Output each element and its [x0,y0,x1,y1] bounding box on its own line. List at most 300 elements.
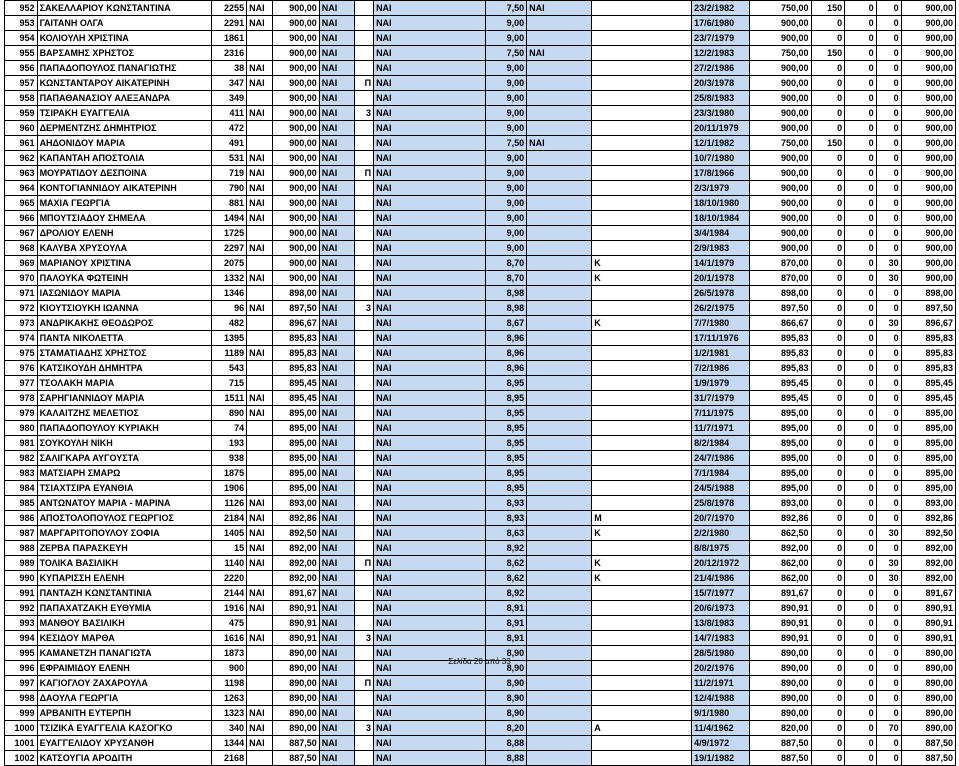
cell-full-name: ΣΤΑΜΑΤΙΑΔΗΣ ΧΡΗΣΤΟΣ [37,346,212,361]
table-row [5,106,956,121]
table-row [5,361,956,376]
cell-flag-nai: ΝΑΙ [247,16,273,31]
cell-flag-nai-3: ΝΑΙ [374,631,486,646]
cell-flag-nai-3: ΝΑΙ [374,406,486,421]
cell-bonus-a: 0 [811,496,845,511]
cell-flag-nai [247,691,273,706]
cell-bonus-b: 0 [845,616,876,631]
table-row [5,1,956,16]
cell-category-mark: Π [354,556,374,571]
cell-letter-code: Κ [592,526,692,541]
cell-score-total: 900,00 [273,196,320,211]
cell-bonus-c: 0 [876,586,901,601]
cell-score-total: 890,00 [273,661,320,676]
cell-flag-nai-3: ΝΑΙ [374,466,486,481]
cell-registry-number: 349 [212,91,247,106]
cell-flag-nai [247,121,273,136]
cell-bonus-c: 30 [876,256,901,271]
cell-bonus-b: 0 [845,541,876,556]
cell-flag-nai-3: ΝΑΙ [374,751,486,766]
cell-row-number: 982 [5,451,38,466]
cell-flag-nai-3: ΝΑΙ [374,361,486,376]
cell-registry-number: 1126 [212,496,247,511]
cell-flag-nai-4 [527,571,592,586]
cell-bonus-c: 0 [876,736,901,751]
cell-bonus-c: 0 [876,541,901,556]
cell-registry-number: 74 [212,421,247,436]
cell-row-number: 965 [5,196,38,211]
cell-flag-nai-2: ΝΑΙ [319,496,354,511]
cell-category-mark [354,496,374,511]
cell-bonus-c: 0 [876,691,901,706]
cell-flag-nai: ΝΑΙ [247,196,273,211]
cell-grade: 8,92 [485,586,526,601]
cell-base-score: 900,00 [749,106,811,121]
cell-score-total: 895,00 [273,466,320,481]
cell-flag-nai-4: ΝΑΙ [527,136,592,151]
cell-row-number: 983 [5,466,38,481]
cell-flag-nai [247,361,273,376]
cell-flag-nai-4 [527,406,592,421]
cell-flag-nai-2: ΝΑΙ [319,151,354,166]
cell-row-number: 1000 [5,721,38,736]
cell-registry-number: 411 [212,106,247,121]
cell-flag-nai: ΝΑΙ [247,706,273,721]
cell-final-score: 895,00 [901,481,955,496]
cell-bonus-b: 0 [845,286,876,301]
cell-grade: 7,50 [485,46,526,61]
cell-category-mark [354,616,374,631]
cell-registry-number: 890 [212,406,247,421]
cell-final-score: 890,91 [901,601,955,616]
cell-score-total: 890,00 [273,721,320,736]
cell-flag-nai-4 [527,541,592,556]
cell-bonus-b: 0 [845,91,876,106]
cell-full-name: ΠΑΠΑΔΟΠΟΥΛΟΥ ΚΥΡΙΑΚΗ [37,421,212,436]
cell-flag-nai-2: ΝΑΙ [319,541,354,556]
cell-letter-code [592,436,692,451]
cell-base-score: 890,00 [749,706,811,721]
cell-bonus-c: 0 [876,166,901,181]
cell-registry-number: 2297 [212,241,247,256]
cell-grade: 7,50 [485,136,526,151]
cell-grade: 8,96 [485,346,526,361]
cell-registry-number: 2184 [212,511,247,526]
cell-score-total: 890,91 [273,601,320,616]
cell-letter-code [592,691,692,706]
cell-category-mark [354,601,374,616]
cell-score-total: 900,00 [273,166,320,181]
cell-row-number: 958 [5,91,38,106]
cell-registry-number: 193 [212,436,247,451]
cell-base-score: 895,00 [749,406,811,421]
cell-full-name: ΠΑΛΟΥΚΑ ΦΩΤΕΙΝΗ [37,271,212,286]
cell-score-total: 900,00 [273,136,320,151]
cell-final-score: 895,45 [901,376,955,391]
cell-score-total: 895,83 [273,346,320,361]
cell-grade: 8,62 [485,556,526,571]
cell-flag-nai-3: ΝΑΙ [374,691,486,706]
cell-grade: 9,00 [485,211,526,226]
cell-base-score: 891,67 [749,586,811,601]
cell-bonus-c: 0 [876,601,901,616]
cell-score-total: 900,00 [273,1,320,16]
cell-flag-nai-2: ΝΑΙ [319,226,354,241]
cell-base-score: 895,00 [749,421,811,436]
cell-letter-code [592,676,692,691]
cell-category-mark [354,451,374,466]
cell-grade: 8,93 [485,496,526,511]
cell-birth-date: 7/1/1984 [692,466,750,481]
cell-flag-nai-4 [527,706,592,721]
cell-registry-number: 1906 [212,481,247,496]
cell-bonus-b: 0 [845,481,876,496]
cell-flag-nai-3: ΝΑΙ [374,736,486,751]
cell-flag-nai-3: ΝΑΙ [374,391,486,406]
cell-bonus-b: 0 [845,196,876,211]
cell-flag-nai-2: ΝΑΙ [319,286,354,301]
cell-bonus-b: 0 [845,496,876,511]
cell-final-score: 892,86 [901,511,955,526]
cell-category-mark [354,316,374,331]
cell-score-total: 895,83 [273,361,320,376]
cell-flag-nai-3: ΝΑΙ [374,571,486,586]
cell-base-score: 862,00 [749,571,811,586]
cell-final-score: 890,00 [901,676,955,691]
cell-grade: 8,90 [485,691,526,706]
cell-birth-date: 20/1/1978 [692,271,750,286]
cell-row-number: 962 [5,151,38,166]
cell-full-name: ΣΑΛΙΓΚΑΡΑ ΑΥΓΟΥΣΤΑ [37,451,212,466]
cell-bonus-a: 0 [811,571,845,586]
cell-final-score: 895,45 [901,391,955,406]
cell-flag-nai [247,31,273,46]
cell-score-total: 892,86 [273,511,320,526]
cell-flag-nai-2: ΝΑΙ [319,526,354,541]
cell-registry-number: 1395 [212,331,247,346]
cell-flag-nai-3: ΝΑΙ [374,121,486,136]
cell-flag-nai-3: ΝΑΙ [374,256,486,271]
cell-letter-code [592,121,692,136]
cell-final-score: 895,83 [901,331,955,346]
cell-letter-code [592,601,692,616]
cell-bonus-a: 0 [811,556,845,571]
cell-category-mark: 3 [354,721,374,736]
cell-letter-code: Κ [592,316,692,331]
cell-full-name: ΜΑΧΙΑ ΓΕΩΡΓΙΑ [37,196,212,211]
cell-row-number: 984 [5,481,38,496]
cell-row-number: 1002 [5,751,38,766]
cell-row-number: 991 [5,586,38,601]
cell-full-name: ΑΝΤΩΝΑΤΟΥ ΜΑΡΙΑ - ΜΑΡΙΝΑ [37,496,212,511]
cell-score-total: 900,00 [273,46,320,61]
cell-registry-number: 15 [212,541,247,556]
cell-row-number: 964 [5,181,38,196]
cell-bonus-a: 0 [811,406,845,421]
cell-final-score: 895,00 [901,451,955,466]
table-row [5,466,956,481]
cell-birth-date: 12/2/1983 [692,46,750,61]
cell-full-name: ΚΥΠΑΡΙΣΣΗ ΕΛΕΝΗ [37,571,212,586]
cell-bonus-b: 0 [845,391,876,406]
cell-bonus-c: 0 [876,481,901,496]
cell-row-number: 971 [5,286,38,301]
cell-letter-code [592,616,692,631]
cell-flag-nai-2: ΝΑΙ [319,346,354,361]
cell-category-mark: Π [354,166,374,181]
cell-birth-date: 7/7/1980 [692,316,750,331]
cell-bonus-a: 0 [811,421,845,436]
cell-base-score: 900,00 [749,181,811,196]
cell-bonus-c: 0 [876,676,901,691]
cell-row-number: 979 [5,406,38,421]
cell-flag-nai: ΝΑΙ [247,76,273,91]
cell-bonus-c: 0 [876,301,901,316]
cell-category-mark [354,691,374,706]
cell-final-score: 892,00 [901,571,955,586]
cell-birth-date: 31/7/1979 [692,391,750,406]
cell-base-score: 900,00 [749,166,811,181]
cell-flag-nai [247,751,273,766]
cell-bonus-c: 0 [876,751,901,766]
cell-final-score: 900,00 [901,61,955,76]
cell-bonus-c: 0 [876,151,901,166]
cell-flag-nai: ΝΑΙ [247,241,273,256]
cell-full-name: ΚΑΠΑΝΤΑΗ ΑΠΟΣΤΟΛΙΑ [37,151,212,166]
cell-score-total: 900,00 [273,256,320,271]
cell-flag-nai-4 [527,106,592,121]
cell-birth-date: 20/7/1970 [692,511,750,526]
cell-flag-nai-3: ΝΑΙ [374,346,486,361]
cell-birth-date: 28/5/1980 [692,646,750,661]
cell-category-mark [354,196,374,211]
cell-birth-date: 9/1/1980 [692,706,750,721]
cell-birth-date: 23/2/1982 [692,1,750,16]
cell-flag-nai-2: ΝΑΙ [319,181,354,196]
cell-bonus-c: 0 [876,226,901,241]
cell-grade: 8,95 [485,421,526,436]
cell-bonus-b: 0 [845,406,876,421]
cell-flag-nai-4 [527,751,592,766]
cell-full-name: ΑΡΒΑΝΙΤΗ ΕΥΤΕΡΠΗ [37,706,212,721]
cell-base-score: 900,00 [749,241,811,256]
cell-bonus-b: 0 [845,586,876,601]
table-row [5,151,956,166]
cell-full-name: ΕΥΑΓΓΕΛΙΔΟΥ ΧΡΥΣΑΝΘΗ [37,736,212,751]
cell-base-score: 895,00 [749,466,811,481]
cell-score-total: 900,00 [273,16,320,31]
cell-bonus-b: 0 [845,61,876,76]
cell-grade: 8,98 [485,301,526,316]
cell-flag-nai-3: ΝΑΙ [374,676,486,691]
table-row [5,526,956,541]
cell-registry-number: 1323 [212,706,247,721]
cell-bonus-c: 30 [876,556,901,571]
cell-flag-nai-3: ΝΑΙ [374,61,486,76]
cell-flag-nai-3: ΝΑΙ [374,151,486,166]
cell-bonus-a: 0 [811,481,845,496]
cell-flag-nai-2: ΝΑΙ [319,586,354,601]
cell-score-total: 895,00 [273,481,320,496]
cell-row-number: 973 [5,316,38,331]
cell-full-name: ΚΕΣΙΔΟΥ ΜΑΡΘΑ [37,631,212,646]
cell-row-number: 996 [5,661,38,676]
cell-bonus-b: 0 [845,256,876,271]
cell-score-total: 900,00 [273,211,320,226]
cell-flag-nai-3: ΝΑΙ [374,91,486,106]
cell-grade: 8,95 [485,436,526,451]
cell-flag-nai-4 [527,481,592,496]
cell-flag-nai: ΝΑΙ [247,541,273,556]
cell-bonus-a: 0 [811,106,845,121]
cell-flag-nai-2: ΝΑΙ [319,121,354,136]
cell-bonus-b: 0 [845,466,876,481]
cell-letter-code: Κ [592,256,692,271]
cell-flag-nai-4 [527,151,592,166]
cell-bonus-a: 0 [811,61,845,76]
cell-flag-nai-3: ΝΑΙ [374,586,486,601]
cell-row-number: 955 [5,46,38,61]
cell-flag-nai [247,376,273,391]
cell-letter-code [592,46,692,61]
cell-flag-nai [247,331,273,346]
cell-category-mark [354,91,374,106]
cell-full-name: ΚΟΛΙΟΥΛΗ ΧΡΙΣΤΙΝΑ [37,31,212,46]
cell-score-total: 890,00 [273,691,320,706]
cell-base-score: 862,00 [749,556,811,571]
cell-full-name: ΠΑΠΑΔΟΠΟΥΛΟΣ ΠΑΝΑΓΙΩΤΗΣ [37,61,212,76]
cell-full-name: ΚΑΛΥΒΑ ΧΡΥΣΟΥΛΑ [37,241,212,256]
cell-letter-code [592,751,692,766]
table-row [5,511,956,526]
table-row [5,271,956,286]
cell-flag-nai-2: ΝΑΙ [319,61,354,76]
cell-grade: 8,92 [485,541,526,556]
cell-category-mark [354,511,374,526]
cell-score-total: 900,00 [273,91,320,106]
cell-registry-number: 543 [212,361,247,376]
cell-bonus-a: 0 [811,316,845,331]
cell-grade: 8,88 [485,751,526,766]
cell-birth-date: 18/10/1980 [692,196,750,211]
cell-full-name: ΑΝΔΡΙΚΑΚΗΣ ΘΕΟΔΩΡΟΣ [37,316,212,331]
cell-flag-nai: ΝΑΙ [247,586,273,601]
cell-score-total: 897,50 [273,301,320,316]
cell-flag-nai: ΝΑΙ [247,166,273,181]
cell-bonus-a: 0 [811,526,845,541]
cell-flag-nai: ΝΑΙ [247,106,273,121]
cell-birth-date: 20/3/1978 [692,76,750,91]
cell-registry-number: 881 [212,196,247,211]
cell-flag-nai-2: ΝΑΙ [319,301,354,316]
cell-category-mark [354,406,374,421]
cell-final-score: 887,50 [901,736,955,751]
cell-flag-nai-3: ΝΑΙ [374,331,486,346]
cell-final-score: 898,00 [901,286,955,301]
cell-category-mark: 3 [354,106,374,121]
cell-birth-date: 14/1/1979 [692,256,750,271]
cell-flag-nai-3: ΝΑΙ [374,451,486,466]
cell-full-name: ΤΣΙΑΧΤΣΙΡΑ ΕΥΑΝΘΙΑ [37,481,212,496]
cell-grade: 8,88 [485,736,526,751]
cell-grade: 8,95 [485,391,526,406]
cell-row-number: 989 [5,556,38,571]
cell-bonus-c: 0 [876,496,901,511]
cell-registry-number: 2220 [212,571,247,586]
cell-letter-code [592,331,692,346]
cell-score-total: 900,00 [273,61,320,76]
cell-bonus-a: 0 [811,706,845,721]
cell-final-score: 895,00 [901,421,955,436]
cell-flag-nai-4 [527,676,592,691]
cell-flag-nai-4 [527,691,592,706]
cell-category-mark [354,391,374,406]
cell-birth-date: 8/8/1975 [692,541,750,556]
cell-score-total: 898,00 [273,286,320,301]
cell-flag-nai: ΝΑΙ [247,181,273,196]
cell-flag-nai-2: ΝΑΙ [319,631,354,646]
cell-final-score: 900,00 [901,241,955,256]
cell-flag-nai: ΝΑΙ [247,346,273,361]
cell-full-name: ΣΑΚΕΛΛΑΡΙΟΥ ΚΩΝΣΤΑΝΤΙΝΑ [37,1,212,16]
cell-bonus-a: 0 [811,91,845,106]
cell-full-name: ΤΟΛΙΚΑ ΒΑΣΙΛΙΚΗ [37,556,212,571]
cell-flag-nai: ΝΑΙ [247,61,273,76]
cell-flag-nai-4 [527,301,592,316]
cell-flag-nai-2: ΝΑΙ [319,391,354,406]
cell-bonus-b: 0 [845,706,876,721]
cell-final-score: 895,83 [901,346,955,361]
cell-flag-nai-3: ΝΑΙ [374,1,486,16]
cell-letter-code [592,211,692,226]
cell-bonus-a: 0 [811,661,845,676]
cell-score-total: 890,91 [273,616,320,631]
cell-bonus-b: 0 [845,346,876,361]
cell-category-mark [354,481,374,496]
cell-registry-number: 1511 [212,391,247,406]
cell-full-name: ΚΙΟΥΤΣΙΟΥΚΗ ΙΩΑΝΝΑ [37,301,212,316]
cell-bonus-b: 0 [845,76,876,91]
cell-letter-code [592,1,692,16]
cell-flag-nai-4 [527,316,592,331]
cell-flag-nai-2: ΝΑΙ [319,136,354,151]
cell-row-number: 976 [5,361,38,376]
cell-bonus-b: 0 [845,736,876,751]
cell-registry-number: 347 [212,76,247,91]
cell-final-score: 900,00 [901,151,955,166]
cell-final-score: 895,00 [901,406,955,421]
cell-bonus-a: 0 [811,736,845,751]
cell-bonus-c: 0 [876,331,901,346]
cell-final-score: 900,00 [901,256,955,271]
cell-birth-date: 15/7/1977 [692,586,750,601]
cell-birth-date: 20/6/1973 [692,601,750,616]
cell-flag-nai-3: ΝΑΙ [374,706,486,721]
table-row [5,196,956,211]
cell-base-score: 895,83 [749,331,811,346]
cell-full-name: ΚΑΤΣΟΥΓΙΑ ΑΡΟΔΙΤΗ [37,751,212,766]
cell-row-number: 956 [5,61,38,76]
cell-base-score: 895,00 [749,451,811,466]
cell-bonus-a: 0 [811,451,845,466]
cell-bonus-c: 0 [876,646,901,661]
cell-category-mark: 3 [354,631,374,646]
cell-bonus-b: 0 [845,511,876,526]
cell-final-score: 890,00 [901,691,955,706]
cell-flag-nai: ΝΑΙ [247,271,273,286]
cell-registry-number: 1873 [212,646,247,661]
cell-final-score: 897,50 [901,301,955,316]
